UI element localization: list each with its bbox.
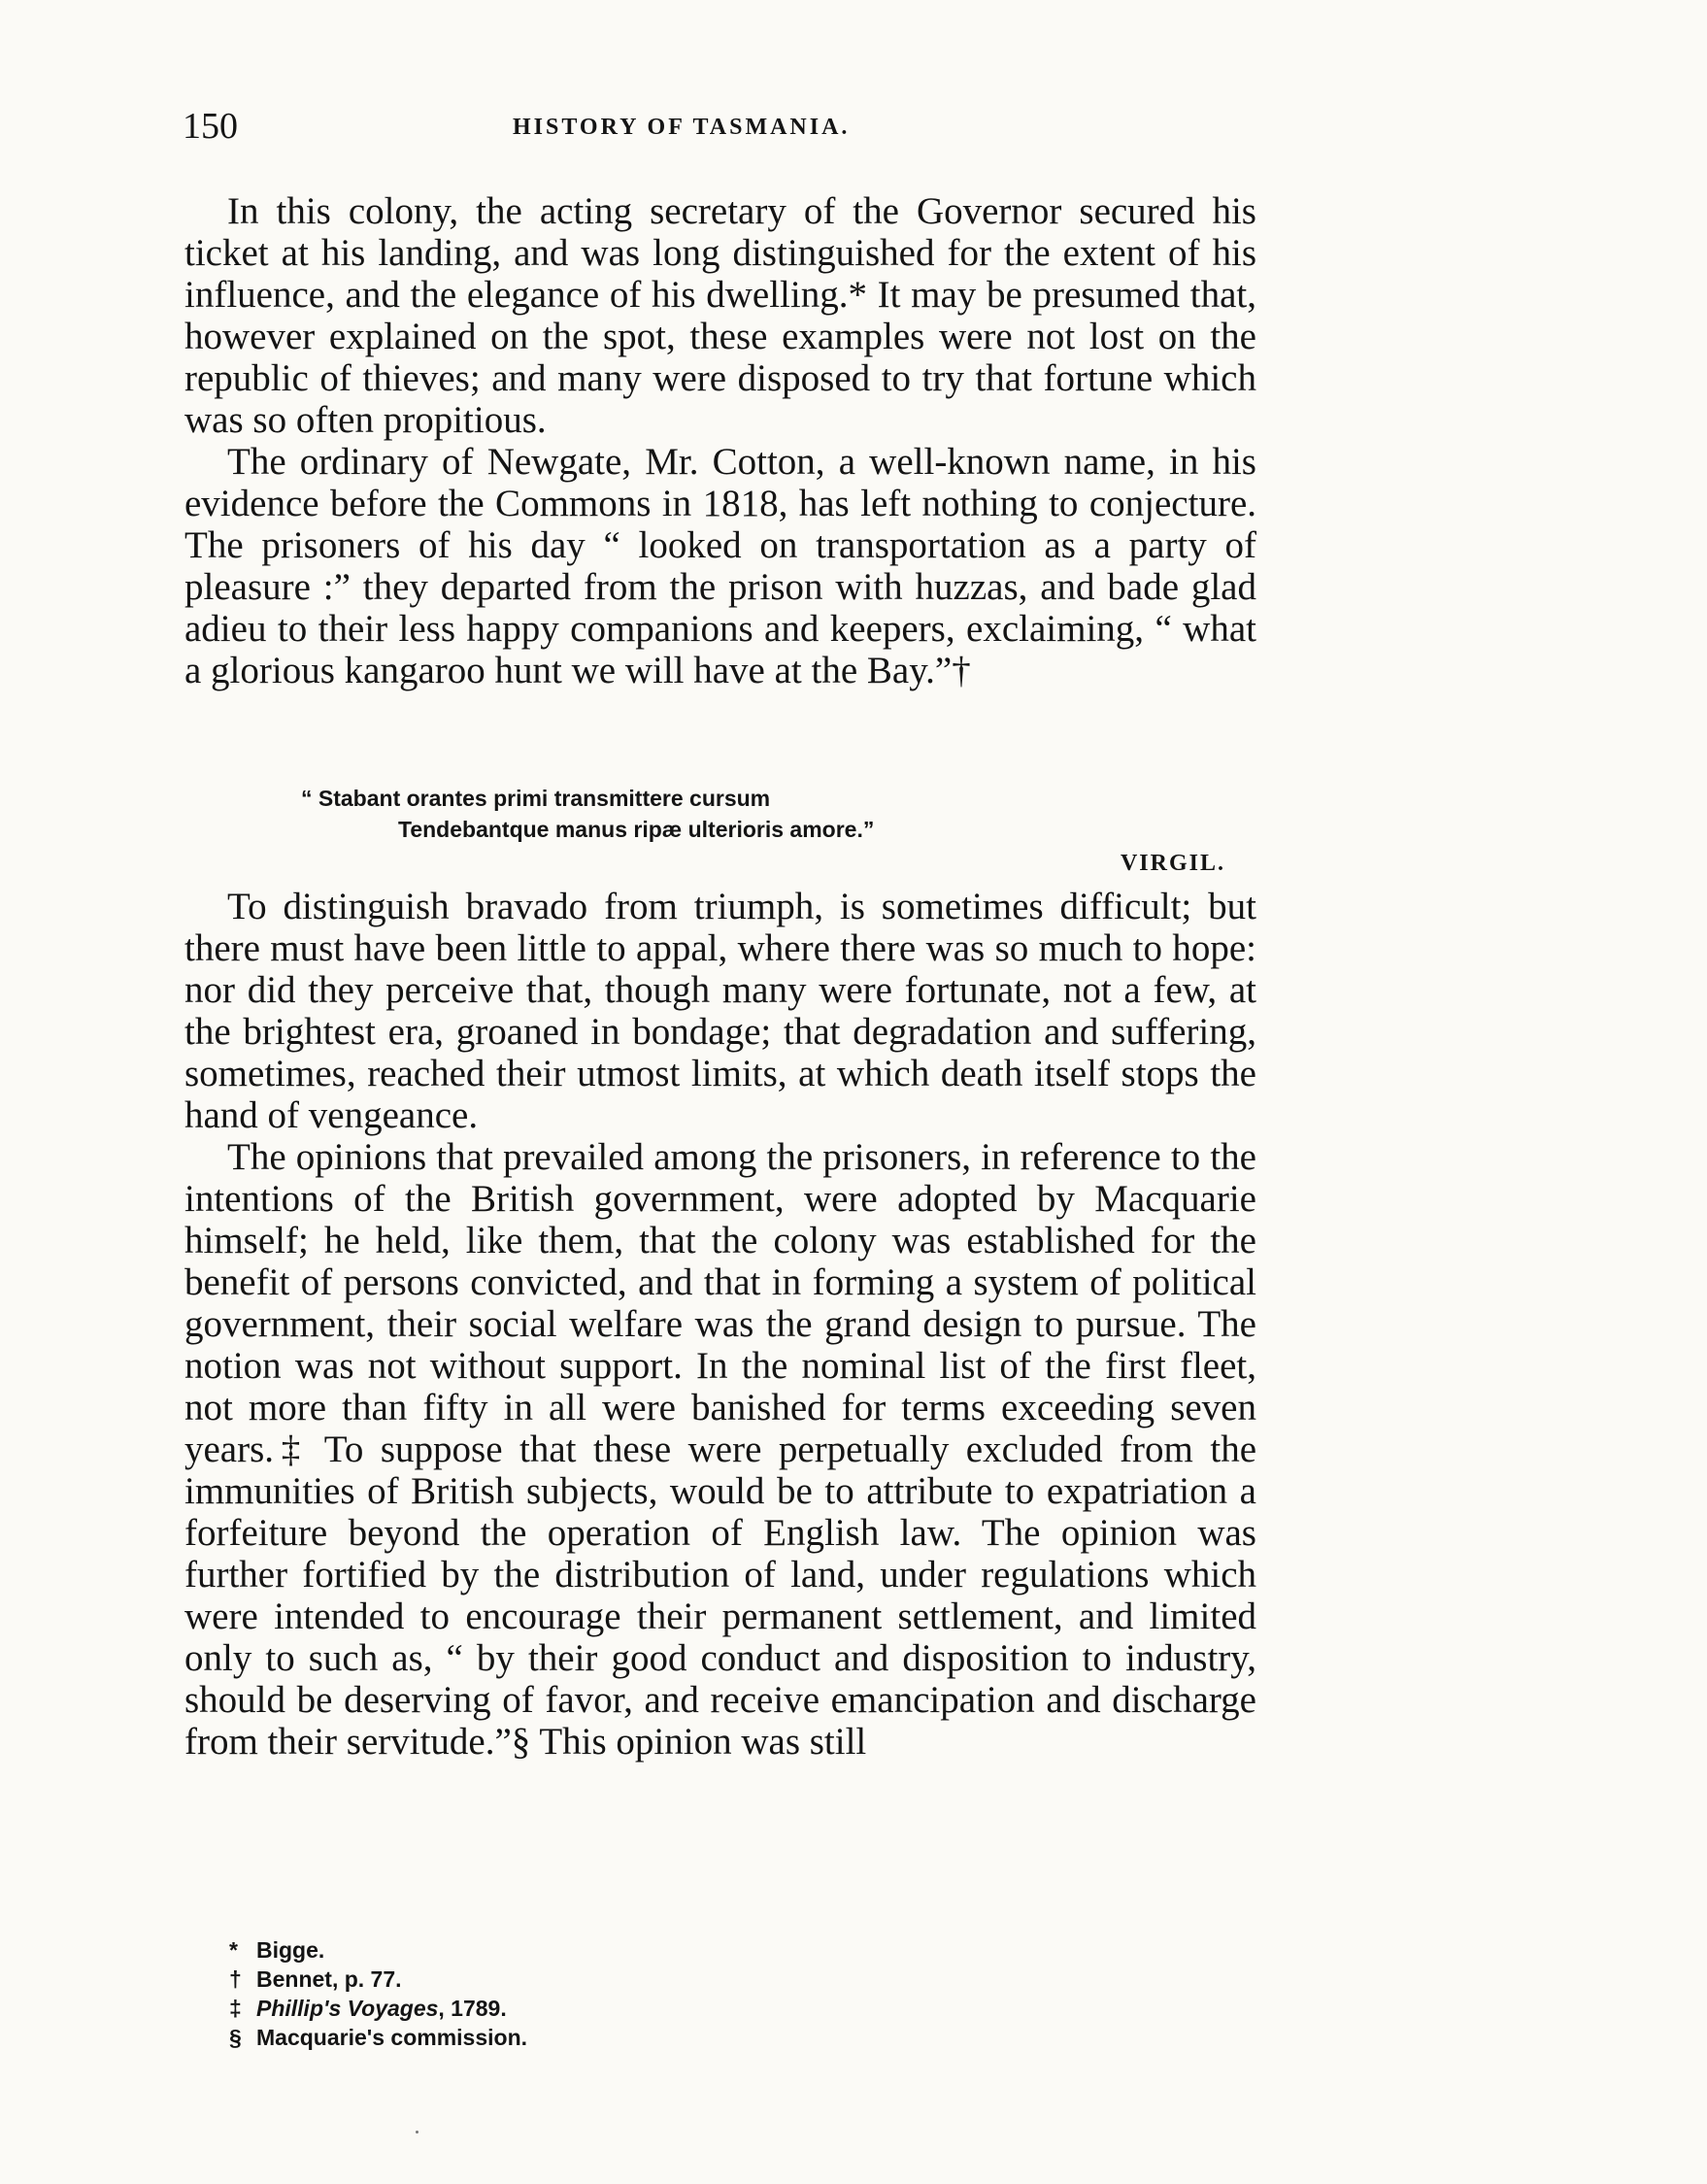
footnote-text: Macquarie's commission. <box>256 2025 528 2050</box>
paper-speck <box>416 2131 418 2134</box>
paragraph-4: The opinions that prevailed among the prisoners, in reference to the intentions of the British government, were adopted by Macquarie himself; he held, like them, that the colony was established for the benefit of persons convicted, and that in forming a system of political government, their social welfare was the grand design to pursue. The notion was not without support. In the nominal list of the first fleet, not more than fifty in all were banished for terms exceeding seven years.‡ To suppose that these were perpetually excluded from the immunities of British subjects, would be to attribute to expatriation a forfeiture beyond the operation of English law. The opinion was further fortified by the distribution of land, under regulations which were intended to encourage their permanent settlement, and limited only to such as, “ by their good conduct and disposition to industry, should be deserving of favor, and receive emancipation and discharge from their servitude.”§ This opinion was still <box>184 1136 1256 1763</box>
latin-quotation <box>301 783 1262 877</box>
footnote <box>229 1994 1103 2023</box>
footnote-mark: § <box>229 2025 242 2050</box>
paragraph-3: To distinguish bravado from triumph, is sometimes difficult; but there must have been little to appal, where there was so much to hope: nor did they perceive that, though many were fortunate, not a few, at the brightest era, groaned in bondage; that degradation and suffering, sometimes, reached their utmost limits, at which death itself stops the hand of vengeance. <box>184 886 1256 1136</box>
footnote <box>229 1965 1103 1994</box>
page-number: 150 <box>183 106 238 147</box>
body-text-top <box>184 190 1256 691</box>
paragraph-1: In this colony, the acting secretary of the Governor secured his ticket at his landing, and was long distinguished for the extent of his influence, and the elegance of his dwelling.* It may be presumed that, however explained on the spot, these examples were not lost on the republic of thieves; and many were disposed to try that fortune which was so often propitious. <box>184 190 1256 441</box>
footnote <box>229 2023 1103 2052</box>
footnote-mark: † <box>229 1966 242 1992</box>
footnote-mark: ‡ <box>229 1996 242 2021</box>
quote-line-1: “ Stabant orantes primi transmittere cursum <box>301 786 771 811</box>
running-title: HISTORY OF TASMANIA. <box>513 115 851 140</box>
quote-line-2: Tendebantque manus ripæ ulterioris amore.” <box>398 817 875 842</box>
footnote-text: Bigge. <box>256 1937 325 1963</box>
footnotes <box>229 1935 1103 2052</box>
footnote-text: Bennet, p. 77. <box>256 1966 402 1992</box>
footnote-text-after: , 1789. <box>438 1996 507 2021</box>
footnote-mark: * <box>229 1937 238 1963</box>
footnote <box>229 1935 1103 1965</box>
footnote-text: Phillip's Voyages <box>256 1996 439 2021</box>
quote-attribution: VIRGIL. <box>1120 851 1225 876</box>
running-head <box>183 105 1260 163</box>
body-text-bottom <box>184 886 1256 1763</box>
paragraph-2: The ordinary of Newgate, Mr. Cotton, a well-known name, in his evidence before the Commons in 1818, has left nothing to conjecture. The prisoners of his day “ looked on transportation as a party of pleasure :” they departed from the prison with huzzas, and bade glad adieu to their less happy companions and keepers, exclaiming, “ what a glorious kangaroo hunt we will have at the Bay.”† <box>184 441 1256 691</box>
